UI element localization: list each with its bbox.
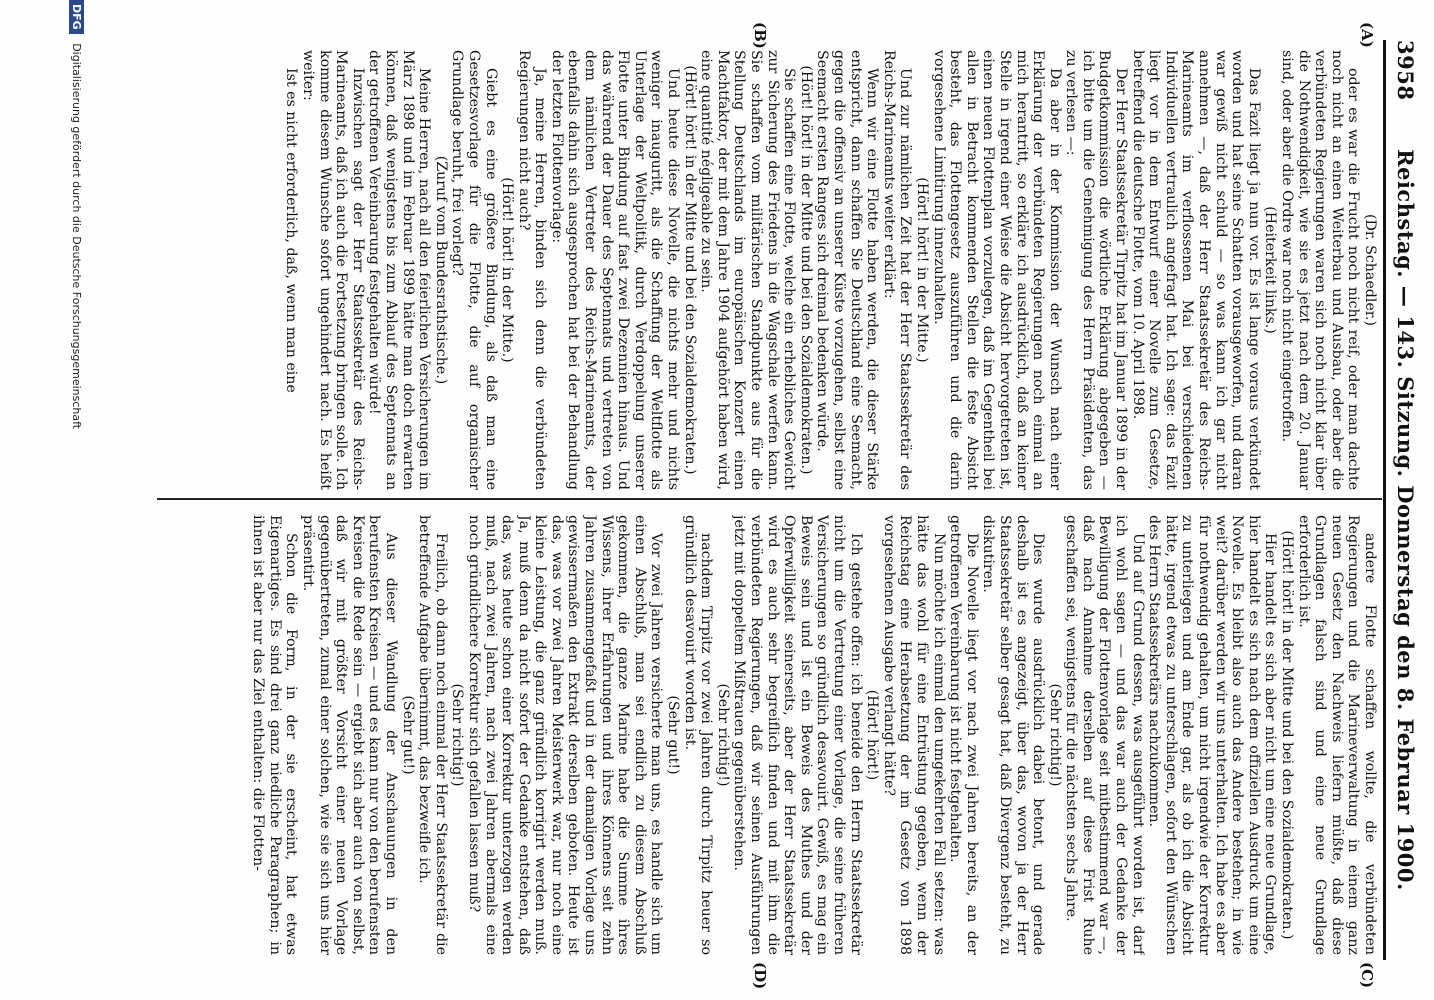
paragraph: Vor zwei Jahren versicherte man uns, es handle sich um einen Abschluß, man sei endlich zu diesem Abschluß gekommen, die ganze Marine habe die Summe ihres Wissens, ihrer Erfahrungen und ihres Könnens seit zehn Jahren zusammengefaßt und in der damaligen Vorlage uns gewissermaßen den Extrakt derselben geboten. Heute ist das, was vor zwei Jahren Meisterwerk war, nur noch eine kleine Leistung, die ganz gründlich korrigirt werden muß. Ja, muß denn da nicht sofort der Gedanke entstehen, daß das, was heute schon einer Korrektur unterzogen werden muß, nach zwei Jahren, nach zwei Jahren abermals eine noch gründlichere Korrektur sich gefallen lassen muß?	[465, 515, 665, 955]
interjection: (Hört! hört! in der Mitte.)	[499, 177, 516, 363]
right-column	[153, 515, 1378, 955]
paragraph: Das Fazit liegt ja nun vor. Es ist lange voraus verkündet worden und hat seine Schatten vorausgeworfen, und daran war gewiß nicht schuld — so was kann ich gar nicht annehmen —, daß der Herr Staatssekretär des Reichs-Marineamts im verflossenen Mai bei verschiedenen Individuellen vertraulich angefragt hat. Ich sage: das Fazit liegt vor in dem Entwurf einer Novelle zum Gesetze, betreffend die deutsche Flotte, vom 10. April 1898.	[1129, 50, 1262, 490]
paragraph: Wenn wir eine Flotte haben werden, die dieser Stärke entspricht, dann schaffen Sie Deutschland eine Seemacht, gegen die offensiv an unserer Küste vorzugehen, selbst eine Seemacht ersten Ranges sich dreimal bedenken würde.	[814, 50, 881, 490]
margin-mark-b: (B)	[751, 22, 769, 49]
paragraph: Ich gestehe offen: ich beneide den Herrn Staatssekretär nicht um die Vertretung einer Vorlage, die seine früheren Versicherungen so gründlich desavouirt. Gewiß, es mag ein Beweis sein und ist ein Beweis des Muthes und der Opferwilligkeit seinerseits, aber der Herr Staatssekretär wird es auch sehr begreiflich finden und mit ihm die verbündeten Regierungen, daß wir seinen Ausführungen jetzt mit doppeltem Mißtrauen gegenüberstehen.	[731, 515, 864, 955]
paragraph: Ja, meine Herren, binden sich denn die verbündeten Regierungen nicht auch?	[515, 50, 549, 490]
paragraph: Da aber in der Kommission der Wunsch nach einer Erklärung der verbündeten Regierungen noch einmal an mich herantritt, so erkläre ich ausdrücklich, daß an keiner Stelle in irgend einer Weise die Absicht hervorgetreten ist, einen neuen Flottenplan vorzulegen, daß im Gegentheil bei allen in Betracht kommenden Stellen die feste Absicht besteht, das Flottengesetz auszuführen und die darin vorgesehene Limitirung innezuhalten.	[930, 50, 1063, 490]
page-title: Reichstag. — 143. Sitzung. Donnerstag den 8. Februar 1900.	[1393, 149, 1418, 891]
paragraph: Der Herr Staatssekretär Tirpitz hat im Januar 1899 in der Budgetkommission die wörtliche Erklärung abgegeben — ich bitte um die Genehmigung des Herrn Präsidenten, das zu verlesen —:	[1063, 50, 1130, 490]
paragraph: Sie schaffen eine Flotte, welche ein erhebliches Gewicht zur Sicherung des Friedens in die Wagschale werfen kann. Sie schaffen vom militärischen Standpunkte aus für die Stellung Deutschlands im europäischen Konzert einen Machtfaktor, der mit dem Jahre 1904 aufgehört haben wird, eine quantité négligeable zu sein.	[698, 50, 798, 490]
dfg-logo: DFG	[69, 0, 84, 34]
interjection: (Hört! hört! in der Mitte und bei den Sozialdemokraten.)	[1279, 530, 1296, 940]
paragraph: Ist es nicht erforderlich, daß, wenn man eine	[283, 68, 300, 393]
interjection: (Heiterkeit links.)	[1262, 206, 1279, 334]
interjection: (Hört! hört! in der Mitte und bei den Sozialdemokraten.)	[681, 65, 698, 475]
page-header	[1384, 40, 1424, 960]
column-divider	[157, 498, 1382, 500]
interjection: (Hört! hört!)	[864, 689, 881, 781]
paragraph: Und heute diese Novelle, die nichts mehr und nichts weniger inauguritt, als die Schaffung der Weltflotte als Unterlage der Weltpolitik, durch Verdoppelung unserer Flotte unter Bindung auf fast zwei Dezennien hinaus. Und das während der Dauer des Septennats und vertreten von dem nämlichen Vertreter des Reichs-Marineamts, der ebenfalls dahin sich ausgesprochen hat bei der Behandlung der letzten Flottenvorlage:	[548, 50, 682, 490]
rotated-document	[44, 0, 1434, 1000]
paragraph: Inzwischen sagt der Herr Staatssekretär des Reichs-Marineamts, daß ich auch die Fortsetzung bringen solle. Ich komme diesem Wunsche sofort ungehindert nach. Es heißt weiter:	[300, 50, 366, 490]
paragraph: nachdem Tirpitz vor zwei Jahren durch Tirpitz heuer so gründlich desavouirt worden ist.	[681, 515, 715, 955]
margin-mark-a: (A)	[1358, 22, 1376, 48]
paragraph: Und zur nämlichen Zeit hat der Herr Staatssekretär des Reichs-Marineamts weiter erklärt:	[880, 50, 914, 490]
footer-text: Digitalisierung gefördert durch die Deutsche Forschungsgemeinschaft	[70, 43, 83, 430]
paragraph: Giebt es eine größere Bindung, als daß man eine Gesetzesvorlage für die Flotte, die auf organischer Grundlage beruht, frei vorlegt?	[449, 50, 499, 490]
paragraph: Schon die Form, in der sie erscheint, hat etwas Eigenartiges. Es sind drei ganz niedliche Paragraphen; in ihnen ist aber nur das Ziel enthalten: die Flotten-	[250, 515, 300, 955]
margin-mark-c: (C)	[1358, 962, 1376, 989]
interjection: (Sehr gut!)	[665, 695, 682, 775]
paragraph: oder es war die Frucht noch nicht reif, oder man dachte noch nicht an einen Weiterbau und Ausbau, oder aber die verbündeten Regierungen waren sich noch nicht klar über die Nothwendigkeit, wie sie es jetzt nach dem 20. Januar sind, oder aber die Ordre war noch nicht eingetroffen.	[1279, 50, 1362, 490]
paragraph: Die Novelle liegt vor nach zwei Jahren bereits, an der getroffenen Vereinbarung ist nicht festgehalten.	[947, 515, 980, 955]
interjection: (Dr. Schaedler.)	[1362, 213, 1378, 327]
left-column	[153, 50, 1378, 490]
margin-mark-d: (D)	[751, 962, 769, 990]
interjection: (Sehr gut!)	[399, 695, 416, 775]
page-number: 3958	[1393, 40, 1418, 101]
paragraph: andere Flotte schaffen wollte, die verbündeten Regierungen und die Marineverwaltung in einem ganz neuen Gesetz den Nachweis liefern müßte, daß diese Grundlagen falsch sind und eine neue Grundlage erforderlich ist.	[1295, 515, 1378, 955]
interjection: (Hört! hört! in der Mitte und bei den Sozialdemokraten.)	[797, 65, 814, 475]
interjection: (Sehr richtig!)	[1046, 683, 1063, 787]
interjection: (Zuruf vom Bundesrathstische.)	[432, 155, 449, 385]
interjection: (Sehr richtig!)	[449, 683, 466, 787]
paragraph: Dies wurde ausdrücklich dabei betont, und gerade deshalb ist es angezeigt, über das, wovon ja der Herr Staatssekretär selber gesagt hat, daß Divergenz besteht, zu diskutiren.	[980, 515, 1047, 955]
paragraph: Meine Herren, nach all den feierlichen Versicherungen im März 1898 und im Februar 1899 hätte man doch erwarten können, daß wenigstens bis zum Ablauf des Septennats an der getroffenen Vereinbarung festgehalten würde!	[366, 50, 433, 490]
paragraph: Hier handelt es sich aber nicht um eine neue Grundlage, hier handelt es sich nach dem offiziellen Ausdruck um eine Novelle. Es bleibt also auch das Andere bestehen; in wie weit? darüber werden wir uns unterhalten. Ich habe es aber für nothwendig gehalten, um nicht irgendwie der Korrektur zu unterliegen und am Ende gar, als ob ich die Absicht hätte, irgend etwas zu unterschlagen, sofort den Wünschen des Herrn Staatssekretärs nachzukommen.	[1146, 515, 1279, 955]
paragraph: Und auf Grund dessen, was ausgeführt worden ist, darf ich wohl sagen — und das war auch der Gedanke der Bewilligung der Flottenvorlage seit mitbestimmend war —, daß nach Annahme derselben auf diese Frist Ruhe geschaffen sei, wenigstens für die nächsten sechs Jahre.	[1063, 515, 1146, 955]
footer	[54, 0, 84, 1000]
interjection: (Sehr richtig!)	[714, 683, 731, 787]
paragraph: Aus dieser Wandlung der Anschauungen in den berufensten Kreisen — und es kann nur von den berufensten Kreisen die Rede sein — ergiebt sich aber auch von selbst, daß wir mit größter Vorsicht einer neuen Vorlage gegenübertreten, zumal einer solchen, wie sie sich uns hier präsentirt.	[300, 515, 399, 955]
interjection: (Hört! hört! in der Mitte.)	[913, 177, 930, 363]
paragraph: Nun möchte ich einmal den umgekehrten Fall setzen: was hätte das wohl für eine Entrüstung gegeben, wenn der Reichstag eine Herabsetzung der im Gesetz von 1898 vorgesehenen Ausgabe verlangt hätte?	[880, 515, 947, 955]
header-rule	[1383, 40, 1386, 960]
paragraph: Freilich, ob dann noch einmal der Herr Staatssekretär die betreffende Aufgabe übernimmt, das bezweifle ich.	[416, 515, 449, 955]
